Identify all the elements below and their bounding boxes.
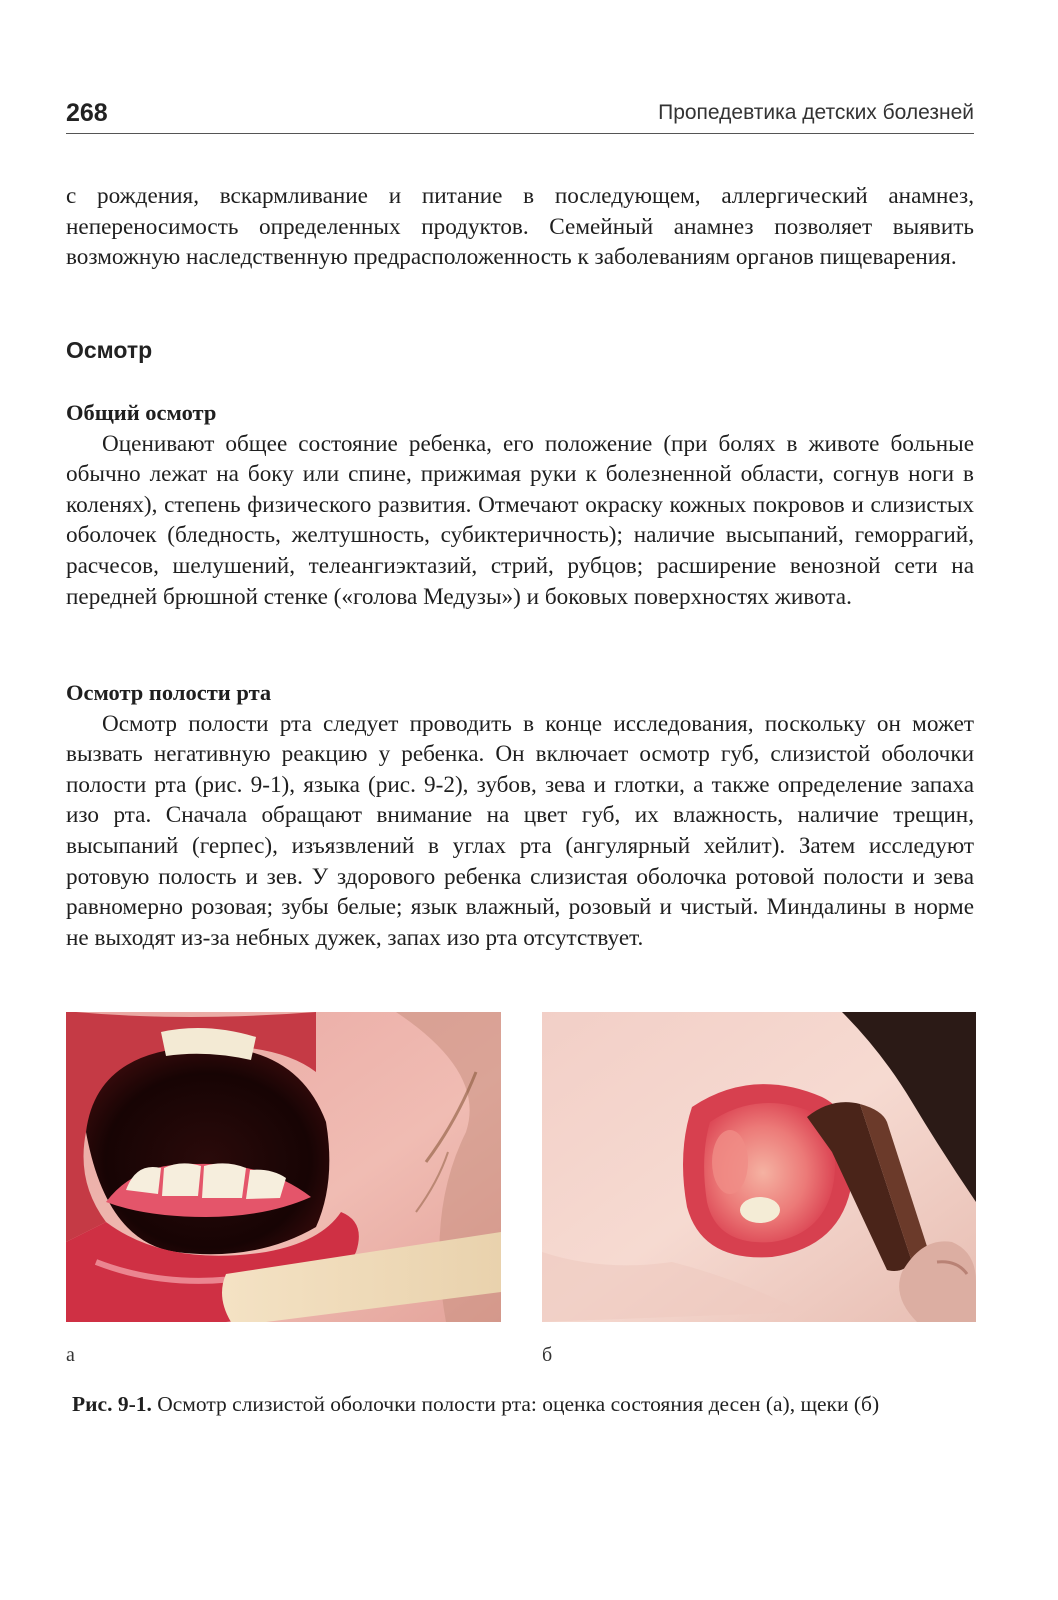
general-exam-block — [66, 398, 974, 612]
caption-label: Рис. 9-1. — [72, 1392, 152, 1416]
panel-b-label: б — [542, 1344, 553, 1366]
intro-text: с рождения, вскармливание и питание в последующем, аллергический анамнез, непереносимость определенных продуктов. Семейный анамнез позволяет выявить возможную наследственную предрасположенность к заболеваниям органов пищеварения. — [66, 183, 974, 271]
section-heading: Осмотр — [66, 337, 153, 363]
oral-exam-block — [66, 678, 974, 953]
running-title: Пропедевтика детских болезней — [658, 101, 974, 124]
oral-exam-heading: Осмотр полости рта — [66, 680, 272, 705]
page-number: 268 — [66, 99, 108, 127]
general-exam-text: Оценивают общее состояние ребенка, его положение (при болях в животе больные обычно лежат на боку или спине, прижимая руки к болезненной области, согнув ноги в коленях), степень физического развития. Отмечают окраску кожных покровов и слизистых оболочек (бледность, желтушность, субиктеричность); наличие высыпаний, геморрагий, расчесов, шелушений, телеангиэктазий, стрий, рубцов; расширение венозной сети на передней брюшной стенке («голова Медузы») и боковых поверхностях живота. — [66, 430, 974, 610]
header-rule — [66, 133, 974, 134]
caption-text: Осмотр слизистой оболочки полости рта: оценка состояния десен (а), щеки (б) — [151, 1392, 880, 1416]
page-header — [66, 95, 974, 135]
figure-photo-a — [66, 1012, 501, 1322]
intro-paragraph — [66, 181, 974, 273]
oral-exam-text: Осмотр полости рта следует проводить в конце исследования, поскольку он может вызвать негативную реакцию у ребенка. Он включает осмотр губ, слизистой оболочки полости рта (рис. 9-1), языка (рис. 9-2), зубов, зева и глотки, а также определение запаха изо рта. Сначала обращают внимание на цвет губ, их влажность, наличие трещин, высыпаний (герпес), изъязвлений в углах рта (ангулярный хейлит). Затем исследуют ротовую полость и зев. У здорового ребенка слизистая оболочка ротовой полости и зева равномерно розовая; зубы белые; язык влажный, розовый и чистый. Миндалины в норме не выходят из-за небных дужек, запах изо рта отсутствует. — [66, 710, 974, 951]
figure-caption — [72, 1390, 974, 1419]
figure-photo-b — [542, 1012, 976, 1322]
general-exam-heading: Общий осмотр — [66, 400, 217, 425]
panel-a-label: а — [66, 1344, 75, 1366]
